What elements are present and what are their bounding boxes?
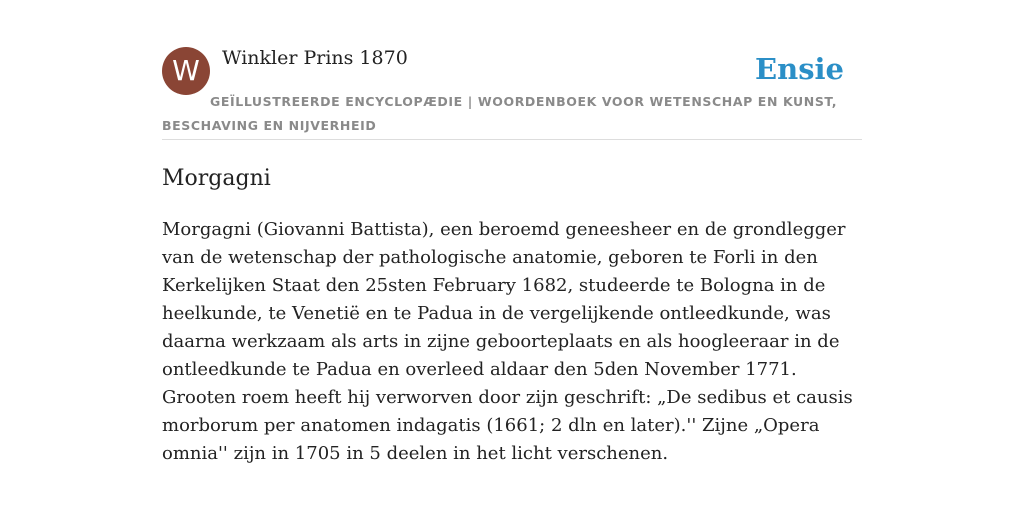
source-title[interactable]: Winkler Prins 1870 — [222, 47, 408, 69]
header-divider — [162, 139, 862, 140]
source-subtitle: GEÏLLUSTREERDE ENCYCLOPÆDIE | WOORDENBOEK VOOR WETENSCHAP EN KUNST, BESCHAVING EN NIJVERHEID — [162, 94, 838, 133]
source-avatar[interactable] — [162, 47, 210, 95]
entry-body: Morgagni (Giovanni Battista), een beroemd geneesheer en de grondlegger van de wetenschap der pathologische anatomie, geboren te Forli in den Kerkelijken Staat den 25sten February 1682, studeerde te Bologna in de heelkunde, te Venetië en te Padua in de vergelijkende ontleedkunde, was daarna werkzaam als arts in zijne geboorteplaats en als hoogleeraar in de ontleedkunde te Padua en overleed aldaar den 5den November 1771. Grooten roem heeft hij verworven door zijn geschrift: „De sedibus et causis morborum per anatomen indagatis (1661; 2 dln en later).'' Zijne „Opera omnia'' zijn in 1705 in 5 deelen in het licht verschenen. — [162, 219, 853, 464]
ensie-logo[interactable]: Ensie — [755, 52, 844, 86]
avatar-letter: W — [172, 54, 200, 87]
entry-title: Morgagni — [162, 166, 271, 191]
